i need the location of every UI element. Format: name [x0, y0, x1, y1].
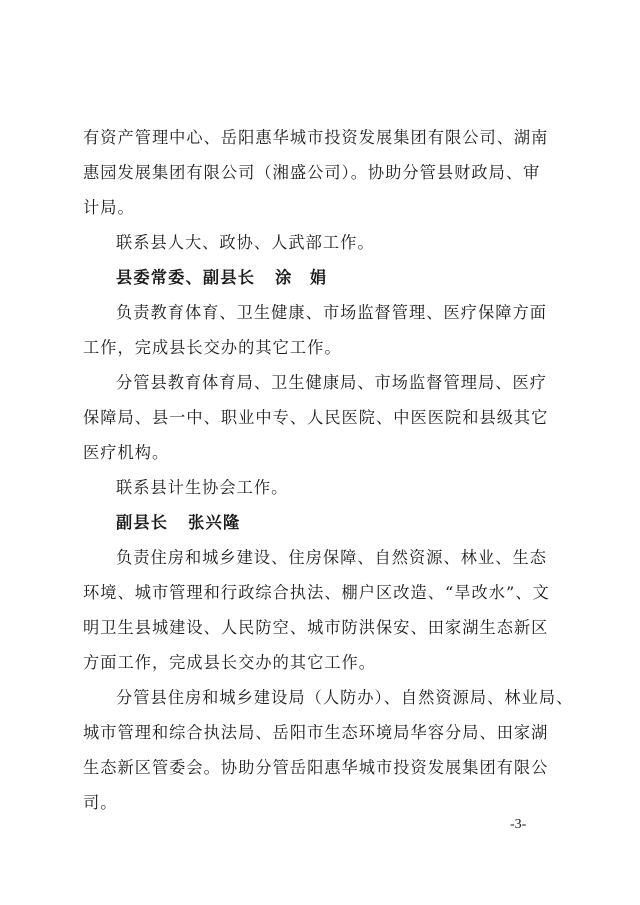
heading-title: 副县长 — [116, 513, 169, 532]
heading-name: 张兴隆 — [188, 513, 241, 532]
section-heading — [116, 268, 596, 288]
text-line: 保障局、县一中、职业中专、人民医院、中医医院和县级其它 — [83, 408, 549, 427]
text-line: 分管县教育体育局、卫生健康局、市场监督管理局、医疗 — [116, 373, 547, 392]
text-line: 联系县计生协会工作。 — [116, 478, 289, 497]
heading-title: 县委常委、副县长 — [116, 268, 256, 287]
heading-name: 涂 娟 — [275, 268, 328, 287]
text-line: 医疗机构。 — [83, 443, 170, 462]
text-line: 工作，完成县长交办的其它工作。 — [83, 338, 342, 357]
text-line: 生态新区管委会。协助分管岳阳惠华城市投资发展集团有限公 — [83, 758, 549, 777]
text-line: 分管县住房和城乡建设局（人防办）、自然资源局、林业局、 — [116, 688, 574, 707]
text-line: 负责住房和城乡建设、住房保障、自然资源、林业、生态 — [116, 548, 547, 567]
text-line: 司。 — [83, 793, 118, 812]
text-line: 方面工作，完成县长交办的其它工作。 — [83, 653, 377, 672]
text-line: 惠园发展集团有限公司（湘盛公司）。协助分管县财政局、审 — [83, 163, 541, 182]
page-number: -3- — [510, 817, 527, 832]
text-line: 计局。 — [83, 198, 135, 217]
text-line: 环境、城市管理和行政综合执法、棚户区改造、“旱改水”、文 — [83, 583, 550, 602]
text-line: 明卫生县城建设、人民防空、城市防洪保安、田家湖生态新区 — [83, 618, 549, 637]
text-line: 负责教育体育、卫生健康、市场监督管理、医疗保障方面 — [116, 303, 547, 322]
text-line: 联系县人大、政协、人武部工作。 — [116, 233, 375, 252]
text-line: 有资产管理中心、岳阳惠华城市投资发展集团有限公司、湖南 — [83, 128, 549, 147]
section-heading — [116, 513, 596, 533]
text-line: 城市管理和综合执法局、岳阳市生态环境局华容分局、田家湖 — [83, 723, 549, 742]
